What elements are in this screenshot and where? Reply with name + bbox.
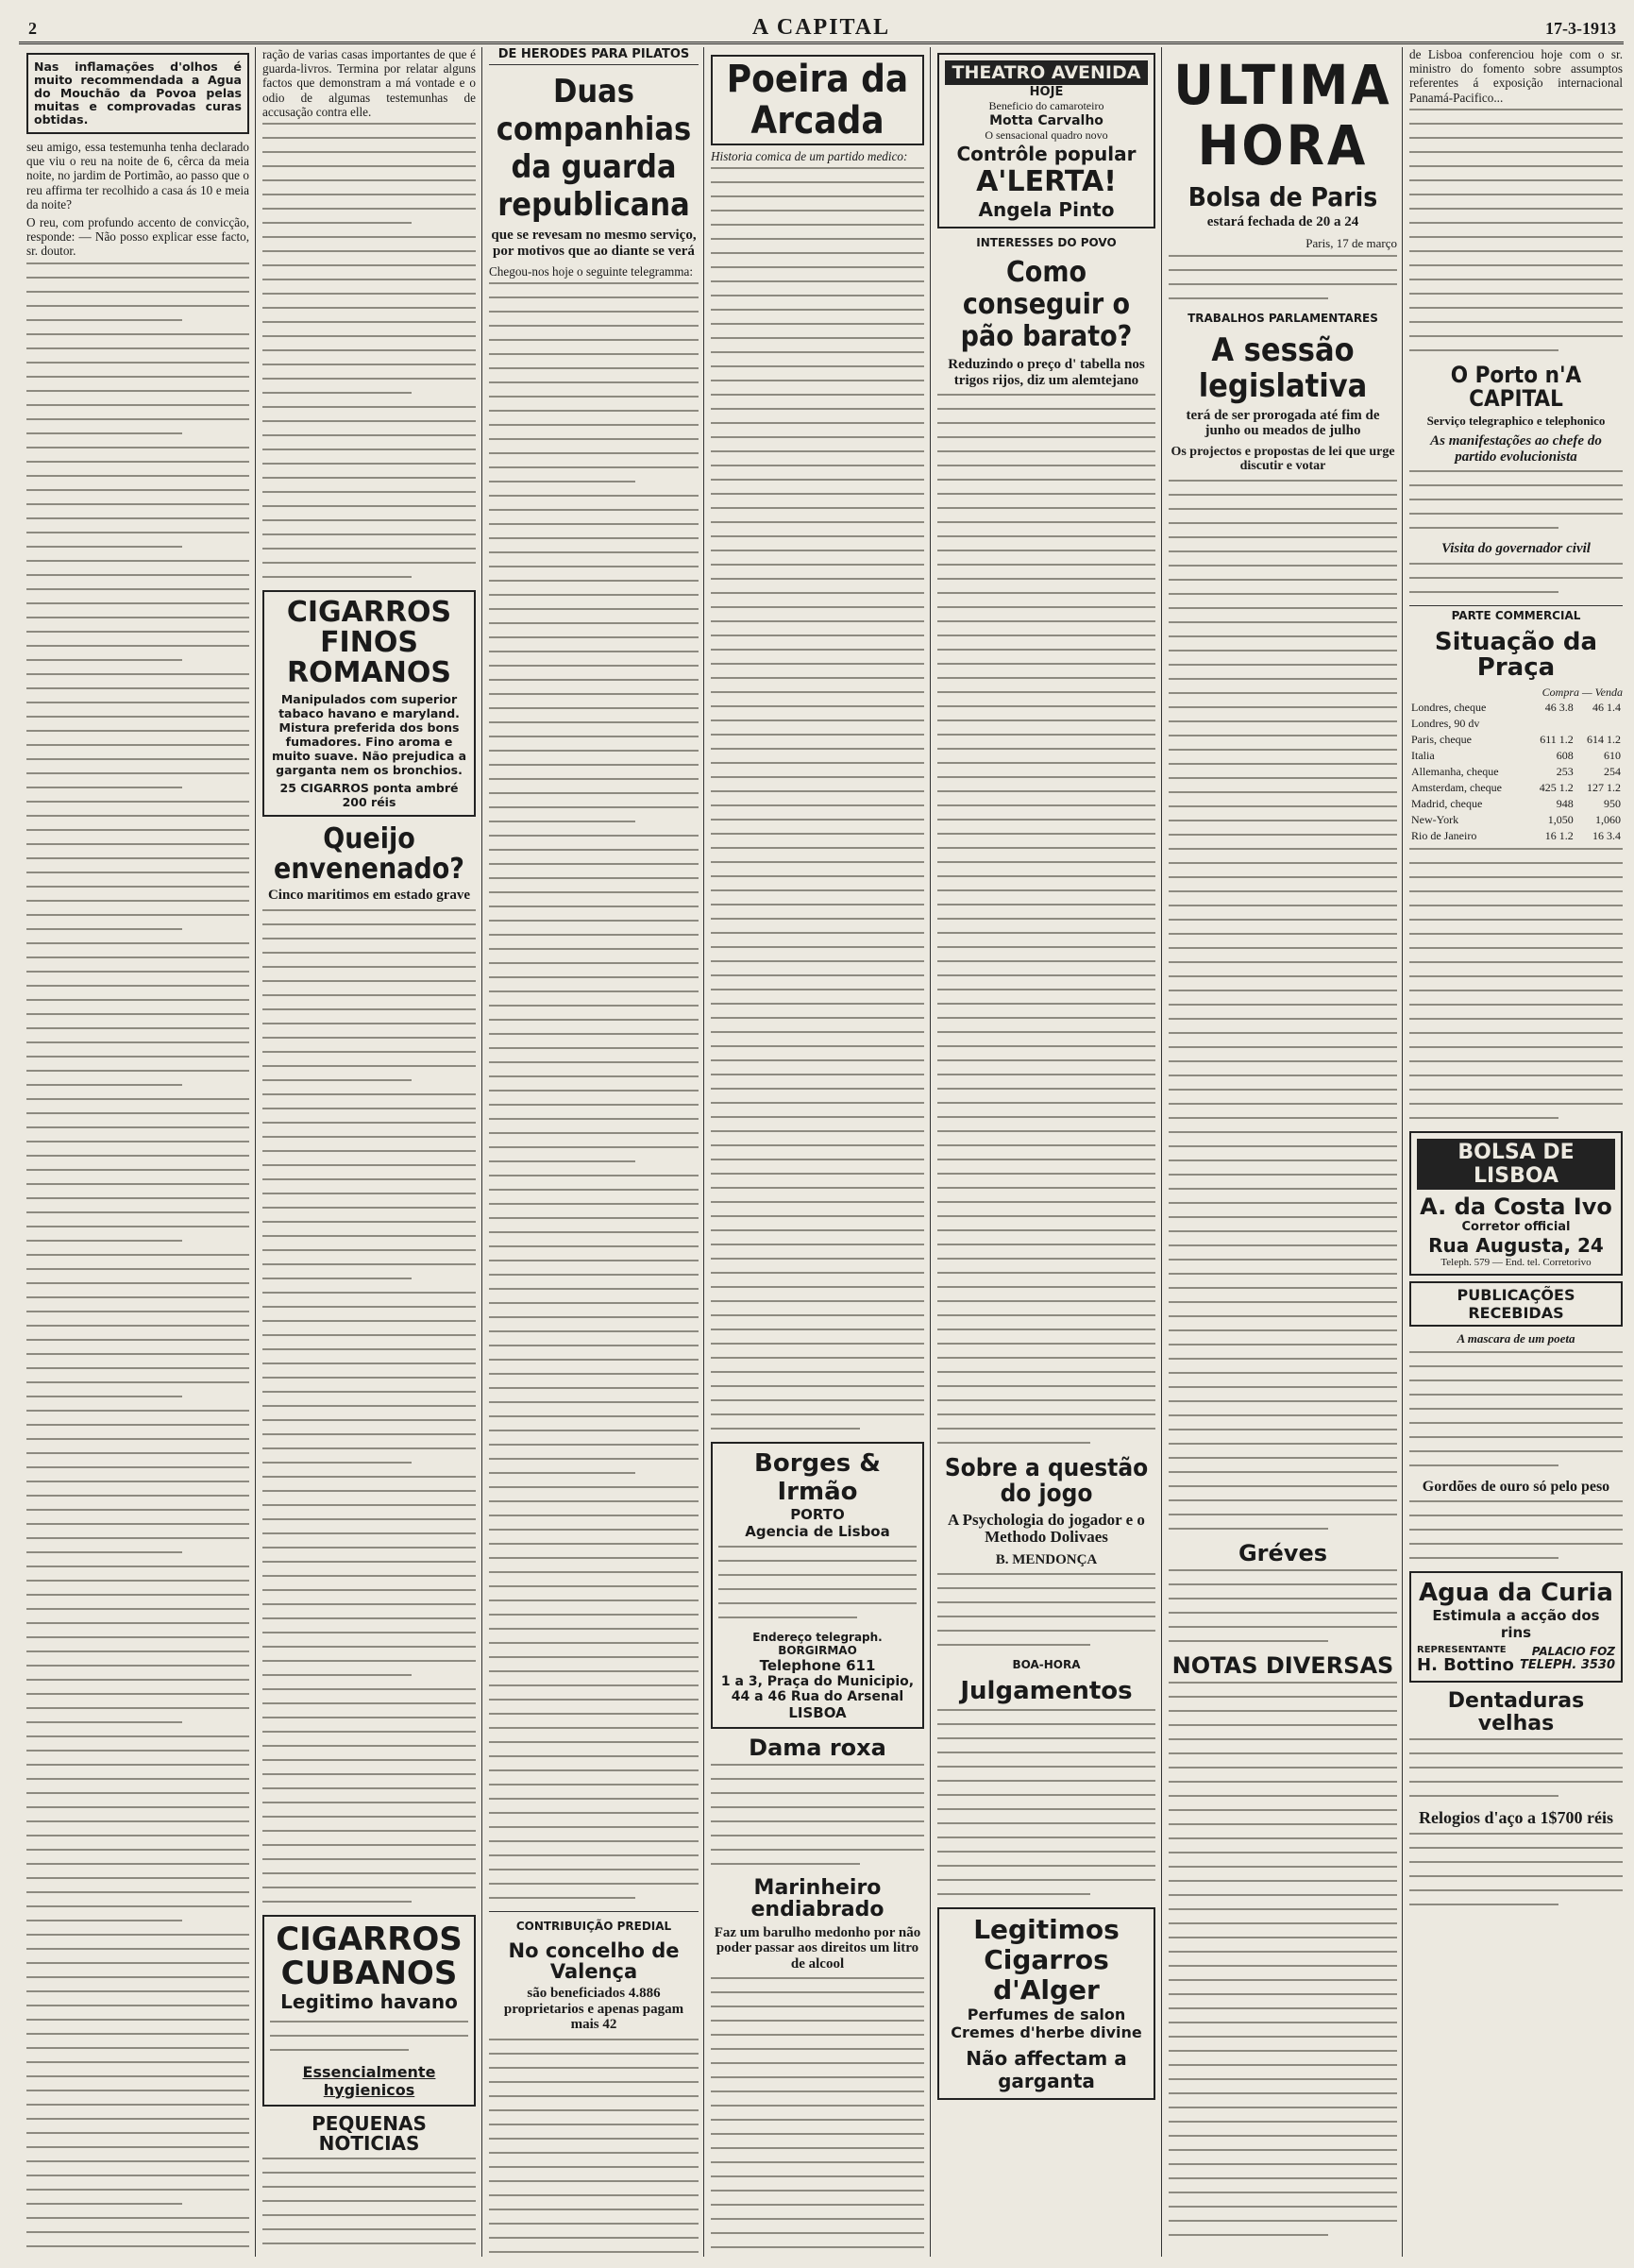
newspaper-name: A CAPITAL: [751, 15, 891, 40]
table-cell-buy: 608: [1556, 748, 1574, 762]
trabalhos-label: TRABALHOS PARLAMENTARES: [1188, 311, 1378, 325]
table-cell-buy: 1,050: [1547, 812, 1574, 826]
column-2-intro: ração de varias casas importantes de que é guarda-livros. Termina por relatar alguns factos que demonstram a má vontade e o odio de algumas testemunhas de accusação contra elle.: [262, 47, 476, 119]
issue-date: 17-3-1913: [1545, 19, 1616, 38]
poeira-article-body: [711, 167, 924, 1430]
relogios-body: [1409, 1833, 1623, 1905]
column-7-body: [1409, 109, 1623, 351]
table-cell-sell: 614 1.2: [1587, 732, 1621, 746]
column-6: [1169, 47, 1397, 2257]
table-cell-buy: [1528, 716, 1575, 732]
table-row: [1409, 764, 1623, 780]
guarda-article-sub: que se revesam no mesmo serviço, por motivos que ao diante se verá: [491, 228, 697, 259]
table-row: [1409, 780, 1623, 796]
theatro-avenida-ad: THEATRO AVENIDA HOJE Beneficio do camaroteiro Motta Carvalho O sensacional quadro novo Contrôle popular A'LERTA! Angela Pinto: [937, 53, 1155, 228]
quotes-header: Compra — Venda: [1541, 685, 1623, 699]
pao-barato-sub: Reduzindo o preço d' tabella nos trigos rijos, diz um alemtejano: [948, 357, 1145, 388]
valenca-article-title: No concelho de Valença: [508, 1939, 680, 1984]
pequenas-noticias-title: PEQUENAS NOTICIAS: [312, 2111, 427, 2155]
bolsa-paris-title: Bolsa de Paris: [1188, 181, 1378, 212]
kicker: DE HERODES PARA PILATOS: [489, 47, 699, 65]
column-1-body-text: [26, 262, 249, 2257]
table-row: [1409, 796, 1623, 812]
greves-body: [1169, 1569, 1397, 1642]
table-cell-sell: 127 1.2: [1587, 780, 1621, 794]
table-cell-place: Londres, 90 dv: [1411, 716, 1480, 730]
table-cell-buy: 425 1.2: [1539, 780, 1574, 794]
table-cell-buy: 46 3.8: [1544, 700, 1574, 714]
table-cell-place: Amsterdam, cheque: [1411, 780, 1502, 794]
bolsa-lisboa-ad: BOLSA DE LISBOA A. da Costa Ivo Corretor official Rua Augusta, 24 Teleph. 579 — End. tel. Corretorivo: [1409, 1131, 1623, 1276]
notas-diversas-body: [1169, 1682, 1397, 2236]
greves-title: Gréves: [1238, 1539, 1328, 1566]
table-cell-buy: 948: [1556, 796, 1574, 810]
dentaduras-title: Dentaduras velhas: [1447, 1689, 1585, 1735]
pub-title: A mascara de um poeta: [1457, 1330, 1575, 1346]
page-number: 2: [28, 19, 37, 38]
dama-roxa-body: [711, 1764, 924, 1865]
section-label: INTERESSES DO POVO: [976, 236, 1117, 249]
table-row: [1409, 748, 1623, 764]
marinheiro-sub: Faz um barulho medonho por não poder passar aos direitos um litro de alcool: [714, 1924, 921, 1972]
guarda-article-intro: Chegou-nos hoje o seguinte telegramma:: [489, 264, 694, 279]
dama-roxa-title: Dama roxa: [749, 1735, 886, 1762]
porto-banner: O Porto n'A CAPITAL: [1450, 361, 1582, 412]
table-row: [1409, 828, 1623, 844]
commercial-label: PARTE COMMERCIAL: [1409, 605, 1623, 622]
publicacoes-label: PUBLICAÇÕES RECEBIDAS: [1409, 1281, 1623, 1327]
table-cell-buy: 253: [1556, 764, 1574, 778]
table-cell-sell: 46 1.4: [1592, 700, 1621, 714]
table-row: [1409, 812, 1623, 828]
marinheiro-body: [711, 1977, 924, 2257]
cigarros-romanos-ad: CIGARROS FINOS ROMANOS Manipulados com superior tabaco havano e maryland. Mistura preferida dos bons fumadores. Fino aroma e muito suave. Não prejudica a garganta nem os bronchios. 25 CIGARROS ponta ambré 200 réis: [262, 590, 476, 817]
column-7: [1409, 47, 1623, 2257]
table-cell-sell: 610: [1604, 748, 1621, 762]
table-cell-buy: 16 1.2: [1544, 828, 1574, 842]
table-row: [1409, 700, 1623, 716]
queijo-article-sub: Cinco maritimos em estado grave: [267, 888, 471, 904]
notas-diversas-title: NOTAS DIVERSAS: [1171, 1651, 1394, 1679]
table-cell-place: Allemanha, cheque: [1411, 764, 1499, 778]
guarda-article-title: Duas companhias da guarda republicana: [496, 73, 692, 224]
boa-hora-label: BOA-HORA: [1012, 1658, 1081, 1672]
pequenas-noticias-body: [262, 2158, 476, 2257]
guarda-article-body: [489, 282, 699, 1899]
table-cell-sell: 1,060: [1595, 812, 1621, 826]
julgamentos-body: [937, 1709, 1155, 1895]
bolsa-body: [1409, 848, 1623, 1119]
bolsa-paris-body: [1169, 255, 1397, 299]
sessao-legislativa-kicker: Os projectos e propostas de lei que urge discutir e votar: [1171, 444, 1395, 474]
sessao-legislativa-title: A sessão legislativa: [1198, 330, 1368, 405]
table-cell-place: Madrid, cheque: [1411, 796, 1483, 810]
manifestacoes-title: As manifestações ao chefe do partido evolucionista: [1430, 433, 1602, 465]
table-cell-place: Paris, cheque: [1411, 732, 1472, 746]
column-1: [26, 47, 249, 2257]
table-cell-buy: 611 1.2: [1540, 732, 1574, 746]
column-1-dialogue: O reu, com profundo accento de convicção, responde: — Não posso explicar esse facto, sr. doutor.: [26, 215, 249, 259]
bolsa-paris-dateline: Paris, 17 de março: [1306, 235, 1397, 250]
borges-irmao-ad: Borges & Irmão PORTO Agencia de Lisboa Endereço telegraph. BORGIRMAO Telephone 611 1 a 3, Praça do Municipio, 44 a 46 Rua do Arsenal LISBOA: [711, 1442, 924, 1729]
table-cell-sell: 254: [1604, 764, 1621, 778]
visita-title: Visita do governador civil: [1441, 541, 1591, 557]
valenca-article-body: [489, 2039, 699, 2257]
bolsa-paris-sub: estará fechada de 20 a 24: [1206, 214, 1359, 230]
questao-jogo-body: [937, 1573, 1155, 1646]
column-5: [937, 47, 1155, 2257]
agua-curia-ad: Agua da Curia Estimula a acção dos rins REPRESENTANTE H. Bottino PALACIO FOZ TELEPH. 3530: [1409, 1571, 1623, 1683]
column-7-intro: de Lisboa conferenciou hoje com o sr. ministro do fomento sobre assumptos referentes á exposição internacional Panamá-Pacifico...: [1409, 47, 1623, 105]
gordoes-title: Gordões de ouro só pelo peso: [1422, 1478, 1610, 1495]
pao-barato-title: Como conseguir o pão barato?: [960, 256, 1133, 353]
section-label: CONTRIBUIÇÃO PREDIAL: [515, 1920, 672, 1934]
cigarros-dalger-ad: Legitimos Cigarros d'Alger Perfumes de salon Cremes d'herbe divine Não affectam a garganta: [937, 1907, 1155, 2100]
table-cell-place: New-York: [1411, 812, 1459, 826]
table-cell-sell: 16 3.4: [1592, 828, 1621, 842]
manifestacoes-body: [1409, 470, 1623, 529]
poeira-article-sub: Historia comica de um partido medico:: [711, 149, 908, 163]
questao-jogo-title: Sobre a questão do jogo: [944, 1454, 1149, 1509]
table-row: [1409, 732, 1623, 748]
gordoes-body: [1409, 1500, 1623, 1559]
column-3: [489, 47, 699, 2257]
table-cell-place: Rio de Janeiro: [1411, 828, 1477, 842]
table-cell-sell: 950: [1604, 796, 1621, 810]
queijo-article-body: [262, 909, 476, 1903]
questao-jogo-author: B. MENDONÇA: [995, 1551, 1098, 1567]
marinheiro-title: Marinheiro endiabrado: [750, 1876, 884, 1922]
column-4: [711, 47, 924, 2257]
table-cell-place: Italia: [1411, 748, 1435, 762]
exchange-table: [1409, 700, 1623, 844]
table-cell-sell: [1575, 716, 1623, 732]
column-1-intro: seu amigo, essa testemunha tenha declarado que viu o reu na noite de 6, cêrca da meia noite, no jardim de Portimão, ao passo que o reu affirma ter recolhido a casa ás 10 e meia da noite?: [26, 140, 249, 212]
sessao-legislativa-sub: terá de ser prorogada até fim de junho ou meados de julho: [1186, 407, 1380, 439]
porto-banner-sub: Serviço telegraphico e telephonico: [1426, 414, 1606, 429]
questao-jogo-sub: A Psychologia do jogador e o Methodo Dolivaes: [948, 1510, 1145, 1547]
julgamentos-title: Julgamentos: [960, 1677, 1133, 1706]
mouchao-water-ad: Nas inflamações d'olhos é muito recommendada a Agua do Mouchão da Povoa pelas muitas e comprovadas curas obtidas.: [26, 53, 249, 134]
queijo-article-title: Queijo envenenado?: [274, 822, 464, 886]
page-header: [19, 15, 1624, 44]
column-2: [262, 47, 476, 2257]
column-2-body-text: [262, 123, 476, 578]
valenca-article-sub: são beneficiados 4.886 proprietarios e apenas pagam mais 42: [503, 1986, 684, 2033]
ultima-hora-banner: ULTIMA HORA: [1173, 53, 1392, 178]
situacao-praca-title: Situação da Praça: [1434, 627, 1598, 683]
cigarros-cubanos-ad: CIGARROS CUBANOS Legitimo havano Essencialmente hygienicos: [262, 1915, 476, 2107]
sessao-legislativa-body: [1169, 480, 1397, 1530]
dentaduras-body: [1409, 1738, 1623, 1797]
pub-body: [1409, 1351, 1623, 1466]
pao-barato-body: [937, 394, 1155, 1444]
poeira-article-title: Poeira da Arcada: [711, 55, 924, 145]
table-row: [1409, 716, 1623, 732]
visita-body: [1409, 563, 1623, 593]
table-cell-place: Londres, cheque: [1411, 700, 1487, 714]
relogios-title: Relogios d'aço a 1$700 réis: [1419, 1807, 1613, 1827]
